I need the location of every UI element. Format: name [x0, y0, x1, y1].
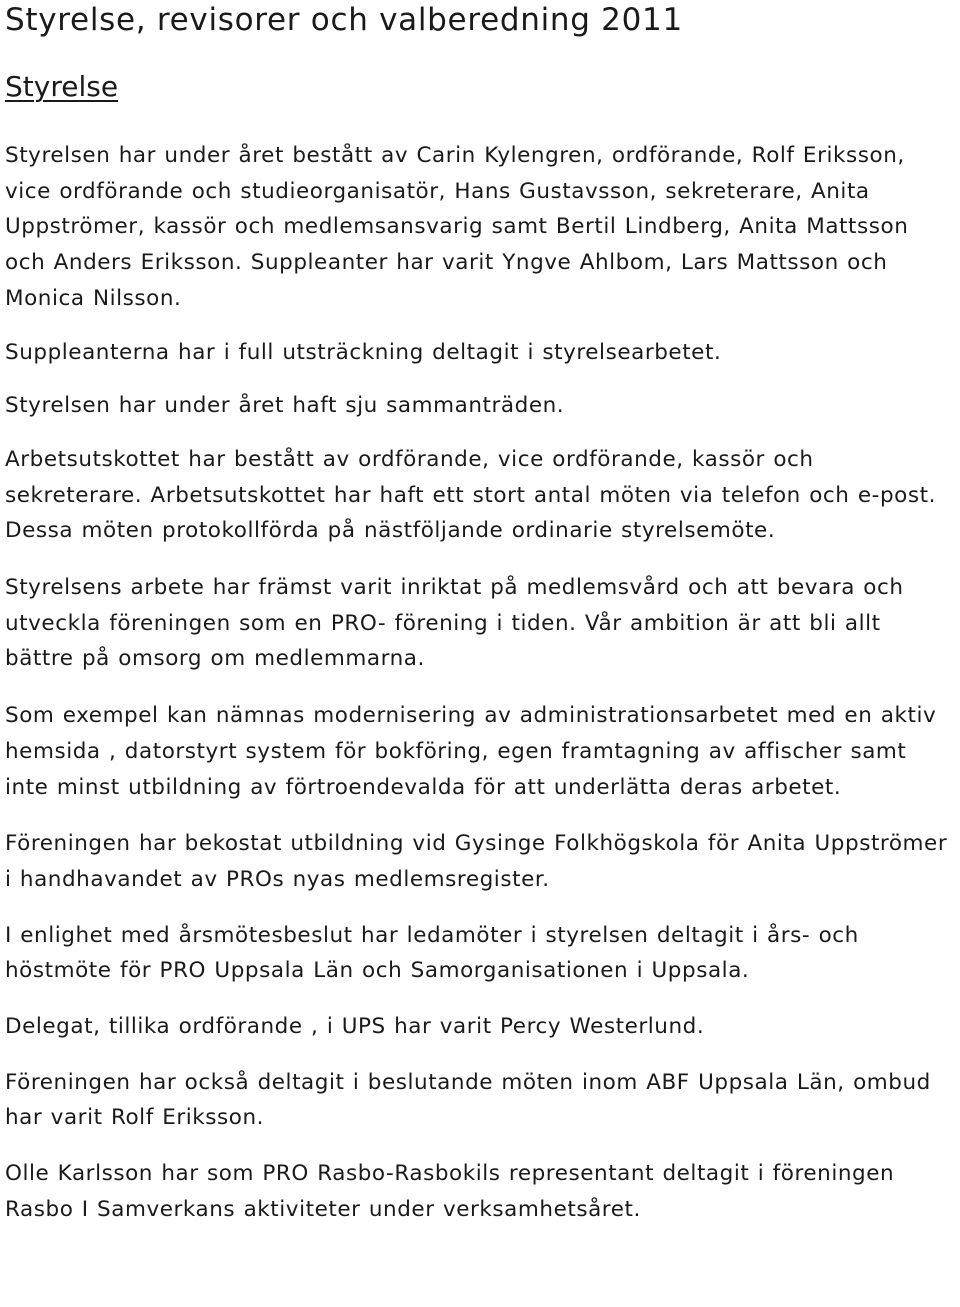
paragraph-rasbo: Olle Karlsson har som PRO Rasbo-Rasbokils representant deltagit i föreningen Rasbo I Samverkans aktiviteter under verksamhetsåret. [5, 1161, 895, 1222]
paragraph-training: Föreningen har bekostat utbildning vid Gysinge Folkhögskola för Anita Uppströmer i handhavandet av PROs nyas medlemsregister. [5, 831, 948, 892]
document-page [5, 0, 955, 1228]
paragraph-board-members: Styrelsen har under året bestått av Carin Kylengren, ordförande, Rolf Eriksson, vice ordförande och studieorganisatör, Hans Gustavsson, sekreterare, Anita Uppströmer, kassör och medlemsansvarig samt Bertil Lindberg, Anita Mattsson och Anders Eriksson. Suppleanter har varit Yngve Ahlbom, Lars Mattsson och Monica Nilsson. [5, 143, 909, 311]
document-title: Styrelse, revisorer och valberedning 2011 [5, 2, 683, 38]
paragraph-abf: Föreningen har också deltagit i beslutande möten inom ABF Uppsala Län, ombud har varit Rolf Eriksson. [5, 1069, 931, 1131]
paragraph-board-focus: Styrelsens arbete har främst varit inriktat på medlemsvård och att bevara och utveckla föreningen som en PRO- förening i tiden. Vår ambition är att bli allt bättre på omsorg om medlemmarna. [5, 575, 904, 672]
paragraph-modernisation: Som exempel kan nämnas modernisering av administrationsarbetet med en aktiv hemsida , datorstyrt system för bokföring, egen framtagning av affischer samt inte minst utbildning av förtroendevalda för att underlätta deras arbetet. [5, 703, 937, 800]
paragraph-substitutes: Suppleanterna har i full utsträckning deltagit i styrelsearbetet. [5, 339, 722, 365]
paragraph-meetings: Styrelsen har under året haft sju sammanträden. [5, 393, 565, 419]
section-heading-styrelse: Styrelse [5, 70, 119, 103]
paragraph-annual-meetings: I enlighet med årsmötesbeslut har ledamöter i styrelsen deltagit i års- och höstmöte för PRO Uppsala Län och Samorganisationen i Uppsala. [5, 922, 859, 984]
paragraph-working-committee: Arbetsutskottet har bestått av ordförande, vice ordförande, kassör och sekreterare. Arbetsutskottet har haft ett stort antal möten via telefon och e-post. Dessa möten protokollförda på nästföljande ordinarie styrelsemöte. [5, 446, 936, 544]
paragraph-delegate: Delegat, tillika ordförande , i UPS har varit Percy Westerlund. [5, 1014, 705, 1040]
